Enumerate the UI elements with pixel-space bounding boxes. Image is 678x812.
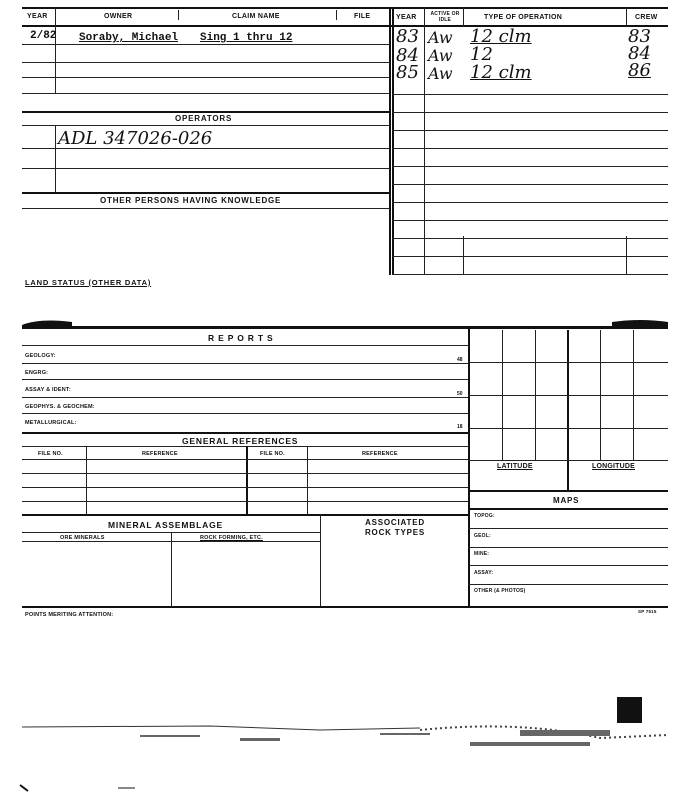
activity-crew: 83 bbox=[628, 26, 651, 47]
activity-type: 12 clm bbox=[470, 62, 532, 83]
header-active-idle: ACTIVE OR IDLE bbox=[430, 11, 460, 23]
col-file-no-2: FILE NO. bbox=[260, 451, 285, 457]
report-num: 18 bbox=[457, 424, 463, 430]
map-geol: GEOL: bbox=[474, 533, 491, 539]
rock-forming-label: ROCK FORMING, ETC. bbox=[200, 535, 263, 541]
report-label-metallurgical: METALLURGICAL: bbox=[25, 420, 77, 426]
report-label-engrg: ENGRG: bbox=[25, 370, 49, 376]
col-file-no: FILE NO. bbox=[38, 451, 63, 457]
header-type-of-operation: TYPE OF OPERATION bbox=[484, 14, 563, 21]
report-num: 50 bbox=[457, 391, 463, 397]
longitude-label: LONGITUDE bbox=[592, 463, 636, 470]
report-label-assay: ASSAY & IDENT: bbox=[25, 387, 71, 393]
ore-minerals-label: ORE MINERALS bbox=[60, 535, 105, 541]
form-code: SP 7515 bbox=[638, 609, 657, 614]
general-references-title: GENERAL REFERENCES bbox=[182, 436, 299, 446]
activity-type: 12 clm bbox=[470, 26, 532, 47]
map-assay: ASSAY: bbox=[474, 570, 494, 576]
activity-status: Aw bbox=[428, 28, 453, 47]
map-mine: MINE: bbox=[474, 551, 490, 557]
report-label-geology: GEOLOGY: bbox=[25, 353, 56, 359]
activity-status: Aw bbox=[428, 46, 453, 65]
activity-crew: 84 bbox=[628, 43, 651, 64]
claim-owner: Soraby, Michael bbox=[79, 32, 179, 44]
header-claim-name: CLAIM NAME bbox=[232, 13, 280, 20]
report-label-geophys: GEOPHYS. & GEOCHEM: bbox=[25, 404, 95, 410]
activity-year: 85 bbox=[396, 62, 419, 83]
land-status-title: LAND STATUS (OTHER DATA) bbox=[25, 278, 152, 287]
report-num: 48 bbox=[457, 357, 463, 363]
points-meriting-attention: POINTS MERITING ATTENTION: bbox=[25, 612, 114, 618]
claim-name: Sing 1 thru 12 bbox=[200, 32, 293, 44]
map-topog: TOPOG: bbox=[474, 513, 495, 519]
map-other: OTHER (& PHOTOS) bbox=[474, 588, 526, 594]
header-owner: OWNER bbox=[104, 13, 133, 20]
activity-year: 84 bbox=[396, 45, 419, 66]
col-reference-2: REFERENCE bbox=[362, 451, 398, 457]
reports-title: R E P O R T S bbox=[208, 333, 274, 343]
header-year: YEAR bbox=[27, 13, 48, 20]
associated-rock-types-title: ASSOCIATED ROCK TYPES bbox=[364, 518, 425, 537]
header-crew: CREW bbox=[635, 14, 658, 21]
header-year-2: YEAR bbox=[396, 14, 417, 21]
col-reference: REFERENCE bbox=[142, 451, 178, 457]
header-file: FILE bbox=[354, 13, 371, 20]
operators-title: OPERATORS bbox=[175, 114, 233, 123]
activity-type: 12 bbox=[470, 44, 493, 65]
operator-entry: ADL 347026-026 bbox=[58, 128, 213, 149]
claim-year: 2/82 bbox=[30, 30, 57, 42]
activity-crew: 86 bbox=[628, 60, 651, 81]
latitude-label: LATITUDE bbox=[497, 463, 533, 470]
other-persons-title: OTHER PERSONS HAVING KNOWLEDGE bbox=[100, 196, 282, 205]
activity-year: 83 bbox=[396, 26, 419, 47]
activity-status: Aw bbox=[428, 64, 453, 83]
mineral-assemblage-title: MINERAL ASSEMBLAGE bbox=[108, 520, 223, 530]
maps-title: MAPS bbox=[553, 496, 580, 505]
